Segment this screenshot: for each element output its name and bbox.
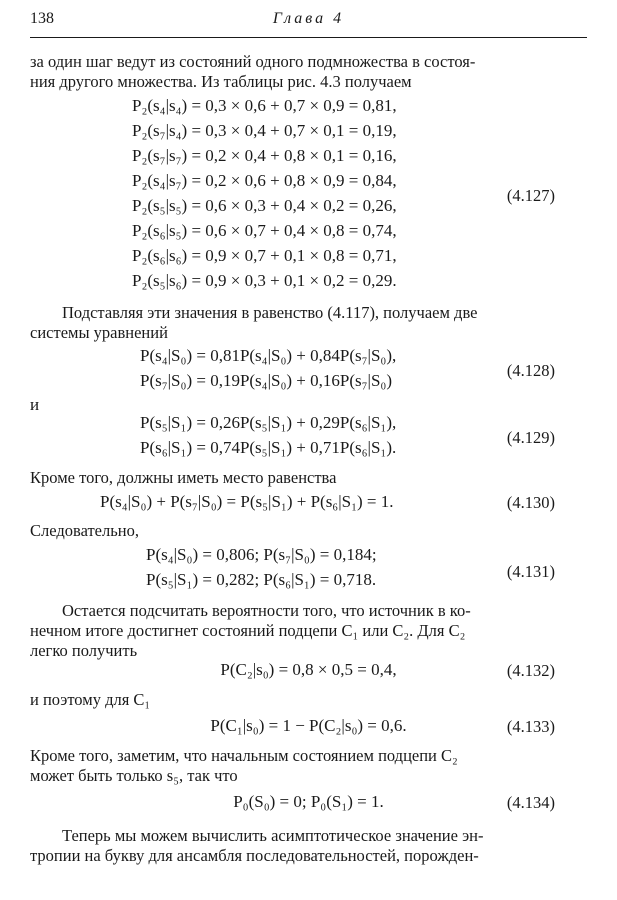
text-line: может быть только s₅, так что: [30, 766, 238, 785]
text-line: легко получить: [30, 641, 138, 660]
text-line: тропии на букву для ансамбля последовательностей, порожден-: [30, 846, 479, 865]
equation-number: (4.132): [506, 661, 555, 680]
equation-line: P₂(s₇|s₄) = 0,3 × 0,4 + 0,7 × 0,1 = 0,19,: [132, 121, 397, 140]
equation-line: P(s₄|S₀) + P(s₇|S₀) = P(s₅|S₁) + P(s₆|S₁) = 1.: [100, 492, 394, 511]
equation-line: P₀(S₀) = 0; P₀(S₁) = 1.: [233, 792, 384, 811]
equation-line: P₂(s₆|s₅) = 0,6 × 0,7 + 0,4 × 0,8 = 0,74,: [132, 221, 397, 240]
equation-line: P(C₂|s₀) = 0,8 × 0,5 = 0,4,: [220, 660, 397, 679]
equation-number: (4.130): [506, 493, 555, 512]
equation-number: (4.133): [506, 717, 555, 736]
text-line: Кроме того, должны иметь место равенства: [30, 468, 337, 487]
equation-line: P₂(s₇|s₇) = 0,2 × 0,4 + 0,8 × 0,1 = 0,16,: [132, 146, 397, 165]
equation-line: P₂(s₅|s₅) = 0,6 × 0,3 + 0,4 × 0,2 = 0,26,: [132, 196, 397, 215]
text-line: ния другого множества. Из таблицы рис. 4.3 получаем: [30, 72, 412, 91]
equation-line: P₂(s₄|s₇) = 0,2 × 0,6 + 0,8 × 0,9 = 0,84,: [132, 171, 397, 190]
equation-number: (4.127): [506, 186, 555, 205]
equation-number: (4.129): [506, 428, 555, 447]
equation-line: P(s₇|S₀) = 0,19P(s₄|S₀) + 0,16P(s₇|S₀): [140, 371, 392, 390]
equation-line: P₂(s₄|s₄) = 0,3 × 0,6 + 0,7 × 0,9 = 0,81,: [132, 96, 397, 115]
text-line: Подставляя эти значения в равенство (4.117), получаем две: [62, 303, 478, 322]
equation-line: P(s₅|S₁) = 0,282; P(s₆|S₁) = 0,718.: [146, 570, 377, 589]
equation-line: P(s₆|S₁) = 0,74P(s₅|S₁) + 0,71P(s₆|S₁).: [140, 438, 397, 457]
text-line: нечном итоге достигнет состояний подцепи C₁ или C₂. Для C₂: [30, 621, 466, 640]
text-line: Теперь мы можем вычислить асимптотическое значение эн-: [62, 826, 484, 845]
text-line: Кроме того, заметим, что начальным состоянием подцепи C₂: [30, 746, 458, 765]
equation-line: P(s₄|S₀) = 0,81P(s₄|S₀) + 0,84P(s₇|S₀),: [140, 346, 397, 365]
equation-line: P(s₅|S₁) = 0,26P(s₅|S₁) + 0,29P(s₆|S₁),: [140, 413, 397, 432]
equation-number: (4.131): [506, 562, 555, 581]
text-line: Остается подсчитать вероятности того, что источник в ко-: [62, 601, 471, 620]
equation-line: P₂(s₆|s₆) = 0,9 × 0,7 + 0,1 × 0,8 = 0,71,: [132, 246, 397, 265]
equation-line: P₂(s₅|s₆) = 0,9 × 0,3 + 0,1 × 0,2 = 0,29.: [132, 271, 397, 290]
equation-number: (4.134): [506, 793, 555, 812]
equation-line: P(s₄|S₀) = 0,806; P(s₇|S₀) = 0,184;: [146, 545, 377, 564]
equation-line: P(C₁|s₀) = 1 − P(C₂|s₀) = 0,6.: [210, 716, 407, 735]
chapter-title: Глава 4: [272, 10, 345, 27]
equation-number: (4.128): [506, 361, 555, 380]
text-line: Следовательно,: [30, 521, 139, 540]
text-line: за один шаг ведут из состояний одного подмножества в состоя-: [30, 52, 476, 71]
text-line: и поэтому для C₁: [30, 690, 151, 709]
text-line: системы уравнений: [30, 323, 168, 342]
text-line: и: [30, 395, 40, 414]
header-rule: [30, 37, 587, 38]
page-number: 138: [30, 10, 54, 27]
